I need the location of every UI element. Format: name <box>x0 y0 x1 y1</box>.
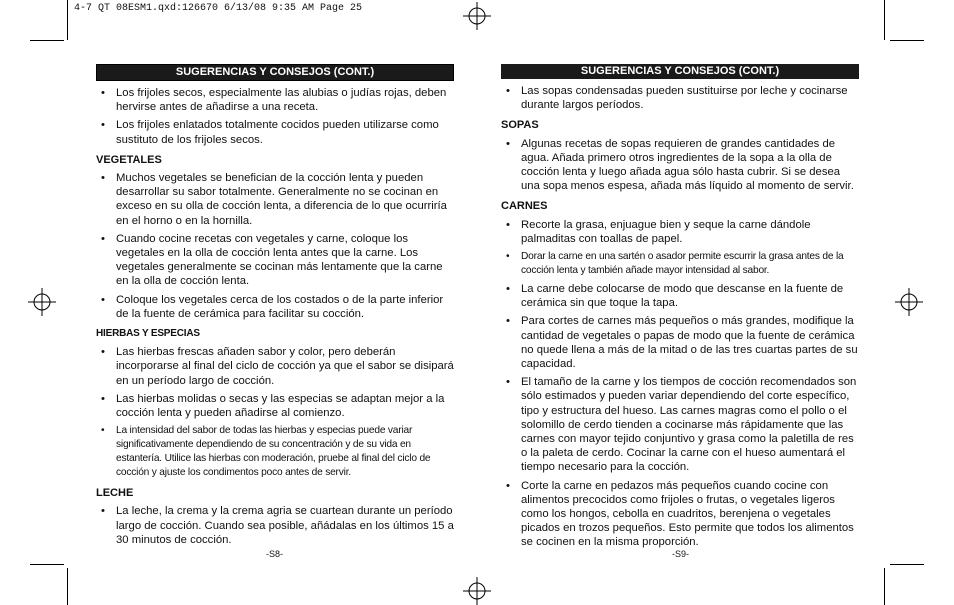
list-item: • Cuando cocine recetas con vegetales y carne, coloque los vegetales en la olla de cocción lenta antes que la carne. Los vegetales generalmente se cocinan más lentamente que la carne en la olla de cocción lenta. <box>96 232 454 289</box>
vegetales-heading: VEGETALES <box>96 153 162 166</box>
crop-mark-bottom-left-v <box>67 568 68 605</box>
left-page-column <box>96 64 454 551</box>
crop-mark-bottom-left-h <box>30 564 64 565</box>
left-intro-list <box>96 86 454 147</box>
sopas-heading: SOPAS <box>501 119 539 132</box>
list-item: • Algunas recetas de sopas requieren de grandes cantidades de agua. Añada primero otros ingredientes de la sopa a la olla de cocción lenta y luego añada agua sólo hasta cubrir. Si se desea una sopa menos espesa, añada más líquido al momento de servir. <box>501 137 859 194</box>
right-page-number: -S9- <box>672 549 690 559</box>
list-item: • Las sopas condensadas pueden sustituirse por leche y cocinarse durante largos períodos. <box>501 84 859 112</box>
right-page-column <box>501 64 859 554</box>
print-slug: 4-7 QT 08ESM1.qxd:126670 6/13/08 9:35 AM Page 25 <box>74 3 363 14</box>
leche-heading: LECHE <box>96 487 134 500</box>
list-item: • Los frijoles secos, especialmente las alubias o judías rojas, deben hervirse antes de añadirse a una receta. <box>96 86 454 114</box>
left-page-number: -S8- <box>266 549 284 559</box>
crop-mark-bottom-right-h <box>890 564 924 565</box>
hierbas-list <box>96 345 454 480</box>
sopas-list <box>501 137 859 194</box>
hierbas-heading: HIERBAS Y ESPECIAS <box>96 328 200 340</box>
crop-mark-top-left-v <box>67 0 68 40</box>
list-item: • Muchos vegetales se benefician de la cocción lenta y pueden desarrollar su sabor totalmente. Generalmente no se cocinan en exceso en su olla de cocción lenta, a diferencia de lo que ocurriría en el horno o en la hornilla. <box>96 171 454 228</box>
crop-mark-top-right-h <box>890 40 924 41</box>
leche-list <box>96 504 454 547</box>
right-section-header: SUGERENCIAS Y CONSEJOS (CONT.) <box>501 64 859 79</box>
crop-mark-bottom-right-v <box>884 568 885 605</box>
left-section-header: SUGERENCIAS Y CONSEJOS (CONT.) <box>96 64 454 81</box>
list-item: • Los frijoles enlatados totalmente cocidos pueden utilizarse como sustituto de los frijoles secos. <box>96 118 454 146</box>
list-item: • El tamaño de la carne y los tiempos de cocción recomendados son sólo estimados y pueden variar dependiendo del corte específico, tipo y estructura del hueso. Las carnes magras como el pollo o el solomillo de cerdo tienden a cocinarse más rápidamente que las carnes con mayor tejido conjuntivo y grasa como la paletilla de res o la paleta de cerdo. Cocinar la carne con el hueso aumentará el tiempo necesario para la cocción. <box>501 375 859 474</box>
right-intro-list <box>501 84 859 112</box>
carnes-heading: CARNES <box>501 200 548 213</box>
list-item: • La carne debe colocarse de modo que descanse en la fuente de cerámica sin que toque la tapa. <box>501 282 859 310</box>
list-item: • La leche, la crema y la crema agria se cuartean durante un período largo de cocción. Cuando sea posible, añádalas en los últimos 15 a 30 minutos de cocción. <box>96 504 454 547</box>
registration-mark-right-icon <box>895 288 923 316</box>
crop-mark-top-right-v <box>884 0 885 40</box>
list-item: • Las hierbas molidas o secas y las especias se adaptan mejor a la cocción lenta y pueden añadirse al comienzo. <box>96 392 454 420</box>
crop-mark-top-left-h <box>30 40 64 41</box>
registration-mark-top-icon <box>463 2 491 30</box>
list-item: • Coloque los vegetales cerca de los costados o de la parte inferior de la fuente de cerámica para facilitar su cocción. <box>96 293 454 321</box>
list-item: • Corte la carne en pedazos más pequeños cuando cocine con alimentos precocidos como frijoles o frutas, o vegetales ligeros como los hongos, cebolla en cuadritos, berenjena o vegetales picados en trozos pequeños. Esto permite que todos los alimentos se cocinen en la misma proporción. <box>501 479 859 550</box>
registration-mark-bottom-icon <box>463 577 491 605</box>
list-item: • Recorte la grasa, enjuague bien y seque la carne dándole palmaditas con toallas de papel. <box>501 218 859 246</box>
registration-mark-left-icon <box>28 288 56 316</box>
carnes-list <box>501 218 859 550</box>
list-item: • La intensidad del sabor de todas las hierbas y especias puede variar significativamente dependiendo de su concentración y de su vida en estantería. Utilice las hierbas con moderación, pruebe al final del ciclo de cocción y ajuste los condimentos poco antes de servir. <box>96 424 454 480</box>
list-item: • Las hierbas frescas añaden sabor y color, pero deberán incorporarse al final del ciclo de cocción ya que el sabor se disipará en un período largo de cocción. <box>96 345 454 388</box>
vegetales-list <box>96 171 454 321</box>
list-item: • Para cortes de carnes más pequeños o más grandes, modifique la cantidad de vegetales o papas de modo que la fuente de cerámica no quede llena a más de la mitad o de las tres cuartas partes de su capacidad. <box>501 314 859 371</box>
list-item: • Dorar la carne en una sartén o asador permite escurrir la grasa antes de la cocción lenta y también añade mayor intensidad al sabor. <box>501 250 859 278</box>
